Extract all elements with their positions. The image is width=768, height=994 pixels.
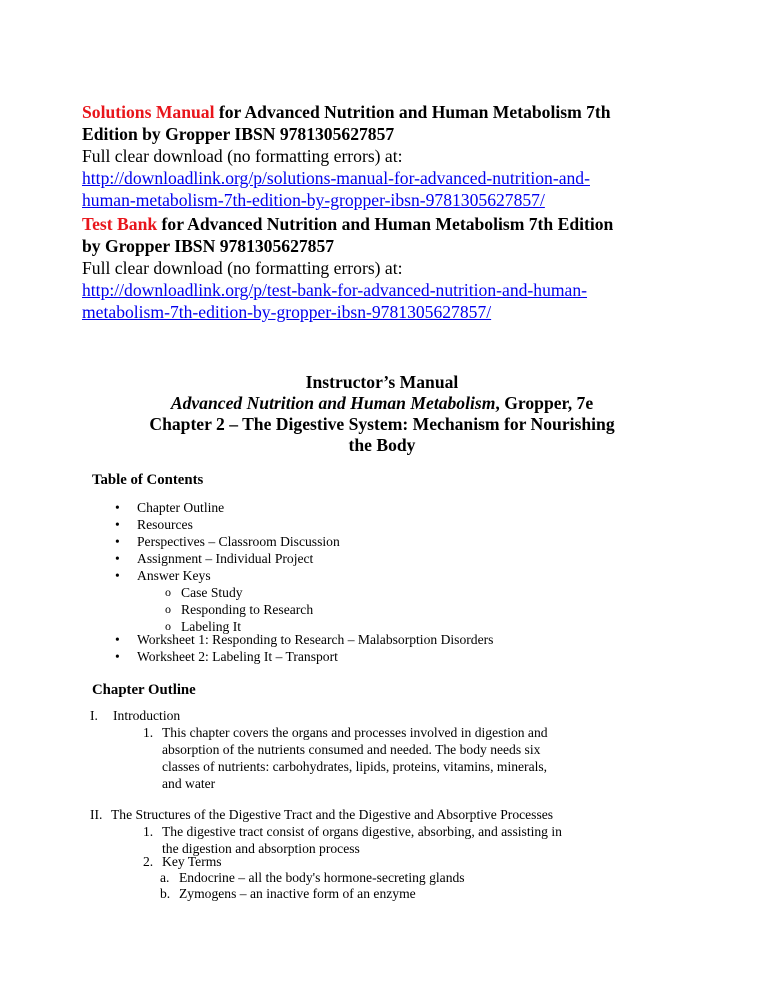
promo1-link-line1[interactable]: http://downloadlink.org/p/solutions-manual-for-advanced-nutrition-and- [82,168,590,188]
outline-subitem [160,885,416,902]
promo2-title-line1: for Advanced Nutrition and Human Metabolism 7th Edition [161,214,614,234]
toc-list-continued [137,631,493,665]
promo1-title-line1: for Advanced Nutrition and Human Metabolism 7th [218,102,611,122]
subitem-letter: a. [160,870,170,885]
toc-item: • Resources [137,516,340,533]
toc-subitem: o Labeling It [181,618,313,635]
toc-item: • Answer Keys [137,567,340,584]
outline-item [143,724,153,741]
toc-item: • Worksheet 2: Labeling It – Transport [137,648,493,665]
outline-item [143,823,153,840]
section-title: The Structures of the Digestive Tract and the Digestive and Absorptive Processes [111,807,554,822]
toc-heading: Table of Contents [92,472,204,488]
text-line: absorption of the nutrients consumed and needed. The body needs six [162,742,541,757]
toc-list [137,499,340,584]
outline-subitem [160,869,465,886]
chapter-title-line1: Chapter 2 – The Digestive System: Mechanism for Nourishing [149,414,615,434]
toc-item: • Worksheet 1: Responding to Research – Malabsorption Disorders [137,631,493,648]
test-bank-label: Test Bank [82,214,158,234]
chapter-title-line2: the Body [348,435,416,455]
section-title: Introduction [113,708,181,723]
subitem-letter: b. [160,886,171,901]
subitem-text: Endocrine – all the body's hormone-secreting glands [179,870,465,885]
outline-item [143,853,222,870]
section-number: I. [90,708,98,723]
book-title-line [82,393,682,414]
promo1-link-line2[interactable]: human-metabolism-7th-edition-by-gropper-ibsn-9781305627857/ [82,190,545,210]
subitem-text: Zymogens – an inactive form of an enzyme [179,886,416,901]
promo1-download-text: Full clear download (no formatting errors) at: [82,146,403,166]
section-number: II. [90,807,103,822]
promo2-download-text: Full clear download (no formatting errors) at: [82,258,403,278]
text-line: and water [162,776,216,791]
outline-section-2 [90,806,554,823]
text-line: classes of nutrients: carbohydrates, lipids, proteins, vitamins, minerals, [162,759,548,774]
outline-heading: Chapter Outline [92,682,196,698]
text-line: The digestive tract consist of organs digestive, absorbing, and assisting in [162,824,562,839]
text-line: This chapter covers the organs and processes involved in digestion and [162,725,548,740]
item-number: 1. [143,824,154,839]
outline-item-text [162,724,548,792]
instructors-manual-title: Instructor’s Manual [305,372,459,392]
item-number: 1. [143,725,154,740]
promo-solutions-manual [82,101,682,211]
promo2-title-line2: by Gropper IBSN 9781305627857 [82,236,335,256]
text-line: the digestion and absorption process [162,841,360,856]
promo1-title-line2: Edition by Gropper IBSN 9781305627857 [82,124,395,144]
book-title: Advanced Nutrition and Human Metabolism [170,393,496,413]
promo2-link-line1[interactable]: http://downloadlink.org/p/test-bank-for-advanced-nutrition-and-human- [82,280,588,300]
solutions-manual-label: Solutions Manual [82,102,215,122]
outline-item-text [162,823,562,857]
manual-header [82,372,682,456]
item-title: Key Terms [162,854,222,869]
toc-subitem: o Case Study [181,584,313,601]
promo2-link-line2[interactable]: metabolism-7th-edition-by-gropper-ibsn-9781305627857/ [82,302,492,322]
item-number: 2. [143,854,154,869]
promo-test-bank [82,213,682,323]
author-edition: , Gropper, 7e [495,393,594,413]
toc-subitem: o Responding to Research [181,601,313,618]
toc-item: • Chapter Outline [137,499,340,516]
toc-item: • Assignment – Individual Project [137,550,340,567]
toc-sublist [181,584,313,635]
toc-item: • Perspectives – Classroom Discussion [137,533,340,550]
outline-section-1 [90,707,181,724]
